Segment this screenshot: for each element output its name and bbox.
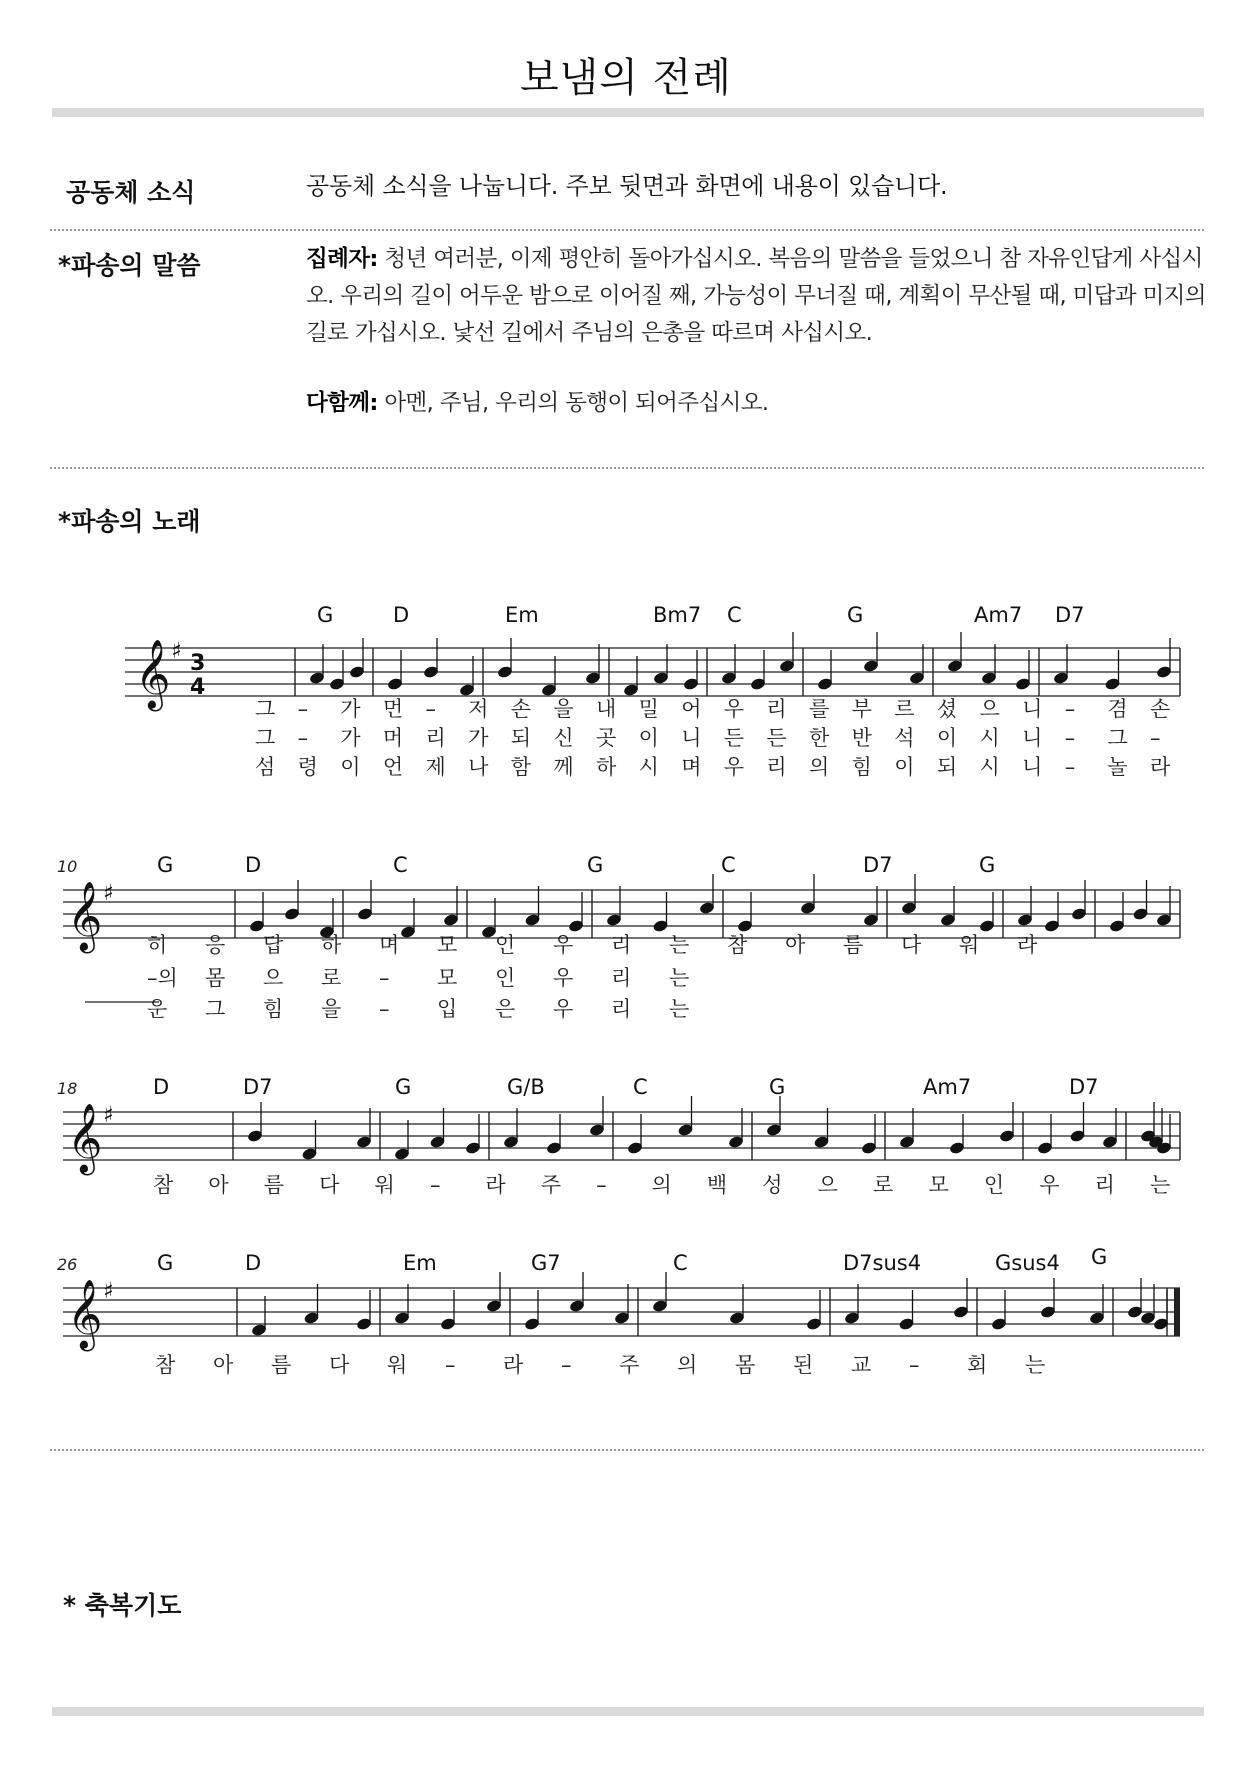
lyric-syllable: 로	[321, 966, 342, 990]
divider-1	[50, 229, 1204, 231]
news-label: 공동체 소식	[66, 178, 196, 207]
sending-word-body	[306, 241, 1206, 352]
lyric-syllable: –	[596, 1173, 607, 1197]
lyric-syllable: 나	[468, 755, 489, 779]
lyric-syllable: 이	[936, 726, 958, 750]
lyric-syllable: 으	[263, 966, 284, 990]
lyric-syllable: 가	[468, 726, 489, 750]
lyric-syllable: 하	[321, 933, 342, 957]
lyric-syllable: 참	[153, 1173, 174, 1197]
lyric-syllable: –	[1064, 726, 1076, 750]
measure-number: 26	[57, 1255, 78, 1274]
lyric-syllable: 된	[793, 1353, 814, 1377]
time-signature-bottom: 4	[190, 675, 206, 700]
lyric-syllable: –	[425, 697, 436, 721]
lyric-syllable: 가	[340, 726, 361, 750]
chord-symbol: D	[245, 853, 262, 877]
chord-symbol: Em	[505, 603, 539, 627]
chord-symbol: G	[157, 1251, 174, 1275]
treble-clef: 𝄞	[67, 1279, 103, 1349]
lyric-syllable: –	[1150, 726, 1161, 750]
lyric-syllable: 우	[723, 697, 745, 721]
sending-word-label: *파송의 말씀	[58, 251, 201, 280]
lyric-syllable: 어	[681, 697, 702, 721]
lyric-syllable: 는	[669, 966, 690, 990]
lyric-syllable: 저	[468, 697, 489, 721]
lyric-syllable: 그	[1107, 726, 1128, 750]
divider-3	[50, 1449, 1204, 1451]
chord-symbol: D	[245, 1251, 262, 1275]
lyric-syllable: 리	[425, 726, 446, 750]
lyric-syllable: 령	[297, 755, 318, 779]
lyric-syllable: 모	[928, 1173, 949, 1197]
lyric-syllable: 니	[681, 726, 702, 750]
chord-symbol: D	[393, 603, 410, 627]
lyric-syllable: 모	[437, 966, 458, 990]
lyric-syllable: 인	[495, 966, 516, 990]
measure-number: 18	[57, 1079, 78, 1098]
lyric-syllable: 워	[387, 1353, 408, 1377]
lyric-syllable: 니	[1022, 726, 1043, 750]
lyric-syllable: 가	[340, 697, 361, 721]
lyric-syllable: 리	[611, 933, 632, 957]
chord-symbol: G	[317, 603, 334, 627]
divider-2	[50, 467, 1204, 469]
lyric-syllable: 름	[271, 1353, 292, 1377]
lyric-syllable: 인	[495, 933, 516, 957]
lyric-syllable: 함	[510, 755, 532, 779]
chord-symbol: C	[727, 603, 742, 627]
lyric-syllable: 성	[762, 1173, 783, 1197]
blessing-label: * 축복기도	[63, 1591, 182, 1620]
chord-symbol: Bm7	[653, 603, 702, 627]
lyric-syllable: 신	[553, 726, 574, 750]
lyric-syllable: 힘	[851, 755, 872, 779]
lyric-syllable: 는	[1150, 1173, 1171, 1197]
lyric-syllable: 석	[894, 726, 915, 750]
chord-symbol: C	[393, 853, 408, 877]
lyric-syllable: 회	[967, 1353, 988, 1377]
time-signature-top: 3	[190, 651, 206, 676]
lyric-syllable: 답	[263, 933, 284, 957]
lyric-syllable: 라	[503, 1353, 524, 1377]
lyric-syllable: 리	[766, 755, 787, 779]
lyric-syllable: 반	[851, 726, 872, 750]
lyric-syllable: 리	[766, 697, 787, 721]
chord-symbol: Gsus4	[995, 1251, 1060, 1275]
chord-symbol: D7	[1069, 1075, 1099, 1099]
lyric-syllable: –	[445, 1353, 456, 1377]
lyric-syllable: 우	[1039, 1173, 1060, 1197]
lyric-syllable: 섬	[255, 755, 276, 779]
lyric-syllable: 시	[979, 726, 1000, 750]
lyric-syllable: 시	[979, 755, 1000, 779]
chord-symbol: G	[1091, 1245, 1108, 1269]
lyric-syllable: 그	[205, 997, 226, 1021]
lyric-syllable: 우	[553, 933, 574, 957]
lyric-syllable: 머	[382, 726, 404, 750]
chord-symbol: D7	[1055, 603, 1085, 627]
lyric-syllable: 께	[553, 755, 574, 779]
lyric-syllable: 를	[809, 697, 830, 721]
lyric-syllable: 름	[843, 933, 864, 957]
title-divider	[52, 108, 1204, 117]
lyric-syllable: –	[429, 1173, 441, 1197]
lyric-syllable: 는	[669, 933, 690, 957]
lyric-syllable: 며	[379, 933, 400, 957]
sheet-music	[55, 600, 1195, 1400]
lyric-syllable: 니	[1022, 755, 1043, 779]
bottom-divider	[52, 1707, 1204, 1716]
lyric-syllable: 놀	[1107, 755, 1128, 779]
lyric-syllable: 의	[677, 1353, 698, 1377]
lyric-syllable: 은	[495, 997, 516, 1021]
lyric-syllable: 내	[595, 697, 617, 721]
lyric-syllable: 을	[553, 697, 574, 721]
leader-label: 집례자:	[306, 246, 378, 272]
lyric-syllable: 입	[437, 997, 458, 1021]
lyric-syllable: 아	[213, 1353, 234, 1377]
lyric-syllable: 는	[669, 997, 690, 1021]
lyric-syllable: 교	[851, 1353, 872, 1377]
lyric-syllable: 의	[809, 755, 830, 779]
lyric-syllable: 인	[983, 1173, 1005, 1197]
chord-symbol: D7sus4	[843, 1251, 922, 1275]
response-body	[306, 385, 1206, 422]
chord-symbol: G	[587, 853, 604, 877]
all-text: 아멘, 주님, 우리의 동행이 되어주십시오.	[384, 390, 769, 416]
chord-symbol: Am7	[974, 603, 1023, 627]
lyric-syllable: 히	[147, 933, 168, 957]
lyric-syllable: 하	[595, 755, 617, 779]
lyric-syllable: 되	[936, 755, 958, 779]
lyric-syllable: –	[1064, 697, 1076, 721]
lyric-syllable: 르	[894, 697, 915, 721]
lyric-syllable: –의	[147, 966, 178, 990]
lyric-syllable: 이	[340, 755, 361, 779]
lyric-syllable: –	[379, 997, 390, 1021]
chord-symbol: G	[847, 603, 864, 627]
lyric-syllable: 다	[329, 1353, 350, 1377]
lyric-syllable: 아	[208, 1173, 229, 1197]
chord-symbol: G	[979, 853, 996, 877]
lyric-syllable: 니	[1022, 697, 1043, 721]
lyric-syllable: 리	[1094, 1173, 1115, 1197]
lyric-syllable: 다	[319, 1173, 340, 1197]
treble-clef: 𝄞	[135, 639, 171, 709]
lyric-syllable: 라	[1150, 755, 1171, 779]
chord-symbol: D7	[243, 1075, 273, 1099]
lyric-syllable: –	[379, 966, 390, 990]
lyric-syllable: 몸	[735, 1353, 756, 1377]
lyric-syllable: 이	[638, 726, 659, 750]
lyric-syllable: 든	[723, 726, 745, 750]
lyric-syllable: –	[297, 726, 309, 750]
lyric-syllable: 주	[619, 1353, 640, 1377]
lyric-syllable: 리	[611, 966, 632, 990]
lyric-syllable: –	[297, 697, 309, 721]
chord-symbol: G7	[531, 1251, 561, 1275]
sharp-sign: ♯	[103, 881, 114, 906]
sharp-sign: ♯	[103, 1279, 114, 1304]
lyric-syllable: 백	[706, 1173, 728, 1197]
lyric-syllable: 리	[611, 997, 632, 1021]
lyric-syllable: 손	[1150, 697, 1171, 721]
leader-text: 청년 여러분, 이제 평안히 돌아가십시오. 복음의 말씀을 들었으니 참 자유인답게 사십시오. 우리의 길이 어두운 밤으로 이어질 째, 가능성이 무너질 때, 계획이 무산될 때, 미답과 미지의 길로 가십시오. 낯선 길에서 주님의 은총을 따르며 사십시오.	[306, 246, 1206, 346]
lyric-syllable: 워	[959, 933, 980, 957]
chord-symbol: C	[721, 853, 736, 877]
lyric-syllable: 라	[1017, 933, 1038, 957]
lyric-syllable: 우	[723, 755, 745, 779]
sharp-sign: ♯	[103, 1103, 114, 1128]
lyric-syllable: –	[561, 1353, 572, 1377]
lyric-syllable: 몸	[205, 966, 226, 990]
sharp-sign: ♯	[171, 639, 182, 664]
lyric-syllable: –	[909, 1353, 920, 1377]
all-label: 다함께:	[306, 390, 378, 416]
chord-symbol: D	[153, 1075, 170, 1099]
lyric-syllable: 부	[851, 697, 872, 721]
chord-symbol: G	[769, 1075, 786, 1099]
lyric-syllable: 되	[510, 726, 532, 750]
chord-symbol: Em	[403, 1251, 437, 1275]
lyric-syllable: 름	[263, 1173, 285, 1197]
news-text: 공동체 소식을 나눕니다. 주보 뒷면과 화면에 내용이 있습니다.	[306, 172, 948, 200]
sending-song-label: *파송의 노래	[58, 507, 201, 536]
lyric-syllable: 이	[894, 755, 915, 779]
lyric-syllable: 든	[766, 726, 787, 750]
chord-symbol: C	[673, 1251, 688, 1275]
lyric-syllable: 의	[651, 1173, 672, 1197]
lyric-syllable: 아	[785, 933, 806, 957]
chord-symbol: C	[633, 1075, 648, 1099]
lyric-syllable: 겸	[1107, 697, 1128, 721]
treble-clef: 𝄞	[67, 881, 103, 951]
lyric-syllable: 힘	[263, 997, 284, 1021]
lyric-syllable: 운	[147, 997, 168, 1021]
chord-symbol: G/B	[507, 1075, 545, 1099]
lyric-syllable: 먼	[382, 697, 404, 721]
page-title: 보냄의 전례	[520, 55, 732, 101]
chord-symbol: D7	[863, 853, 893, 877]
lyric-syllable: 한	[809, 726, 830, 750]
lyric-syllable: 워	[374, 1173, 395, 1197]
treble-clef: 𝄞	[67, 1103, 103, 1173]
lyric-syllable: 으	[979, 697, 1000, 721]
lyric-syllable: –	[1064, 755, 1076, 779]
lyric-syllable: 로	[873, 1173, 894, 1197]
lyric-syllable: 주	[540, 1173, 562, 1197]
lyric-syllable: 으	[817, 1173, 838, 1197]
lyric-syllable: 참	[155, 1353, 176, 1377]
lyric-syllable: 그	[255, 726, 276, 750]
lyric-syllable: 밀	[638, 697, 659, 721]
lyric-syllable: 손	[510, 697, 532, 721]
lyric-syllable: 응	[205, 933, 226, 957]
lyric-syllable: 그	[255, 697, 276, 721]
lyric-syllable: 며	[681, 755, 702, 779]
lyric-syllable: 시	[638, 755, 659, 779]
lyric-syllable: 우	[553, 997, 574, 1021]
lyric-syllable: 참	[727, 933, 748, 957]
lyric-syllable: 우	[553, 966, 574, 990]
lyric-syllable: 모	[437, 933, 458, 957]
lyric-syllable: 는	[1025, 1353, 1046, 1377]
chord-symbol: G	[157, 853, 174, 877]
lyric-syllable: 을	[321, 997, 342, 1021]
lyric-syllable: 곳	[595, 726, 617, 750]
lyric-syllable: 언	[382, 755, 404, 779]
lyric-syllable: 제	[425, 755, 446, 779]
chord-symbol: G	[395, 1075, 412, 1099]
lyric-syllable: 셨	[936, 697, 958, 721]
lyric-syllable: 다	[901, 933, 922, 957]
measure-number: 10	[57, 857, 78, 876]
chord-symbol: Am7	[923, 1075, 972, 1099]
lyric-syllable: 라	[485, 1173, 506, 1197]
